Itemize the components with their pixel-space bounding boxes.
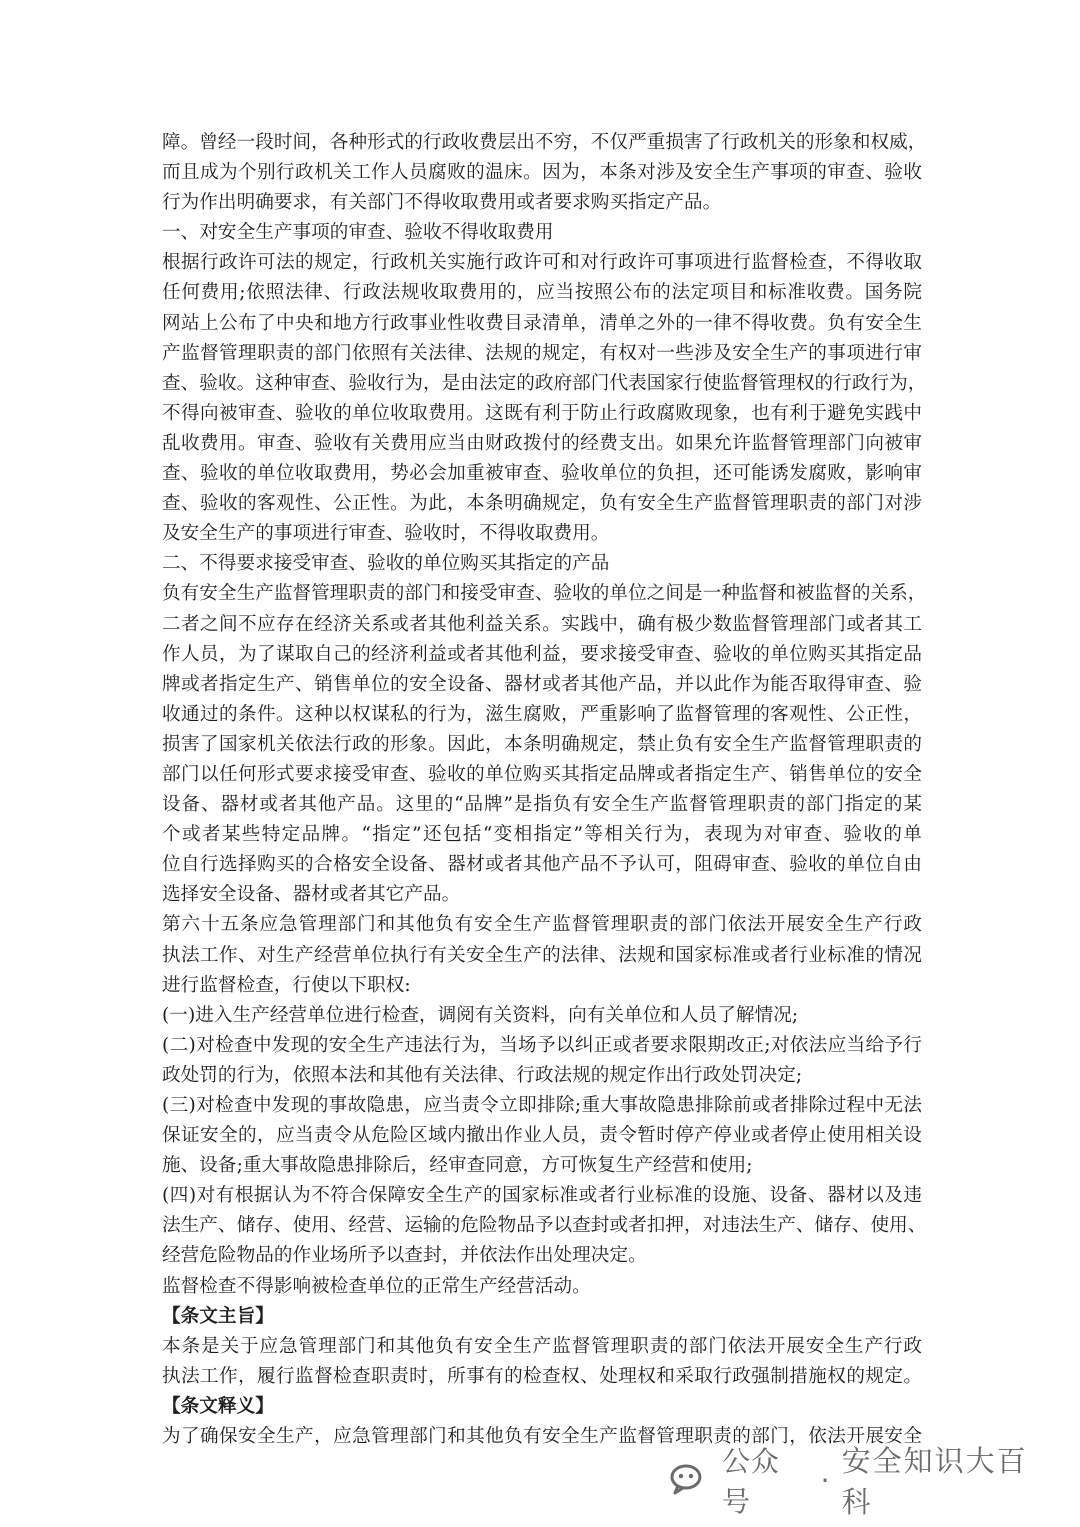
text-line: 第六十五条应急管理部门和其他负有安全生产监督管理职责的部门依法开展安全生产行政 xyxy=(162,914,922,936)
text-line: 及安全生产的事项进行审查、验收时，不得收取费用。 xyxy=(162,523,610,545)
section-heading: 【条文释义】 xyxy=(162,1395,274,1417)
watermark xyxy=(668,1444,1058,1519)
watermark-platform: 公众号 xyxy=(721,1445,780,1518)
text-line: (一)进入生产经营单位进行检查，调阅有关资料，向有关单位和人员了解情况; xyxy=(162,1004,799,1026)
text-line: 法生产、储存、使用、经营、运输的危险物品予以查封或者扣押，对违法生产、储存、使用、 xyxy=(162,1215,927,1237)
document-body xyxy=(162,128,927,1452)
watermark-account: 安全知识大百科 xyxy=(841,1444,1028,1519)
text-line: 任何费用;依照法律、行政法规收取费用的，应当按照公布的法定项目和标准收费。国务院 xyxy=(162,282,922,304)
wechat-icon xyxy=(668,1458,712,1502)
text-line: 查、验收的单位收取费用，势必会加重被审查、验收单位的负担，还可能诱发腐败，影响审 xyxy=(162,463,922,485)
text-line: 设备、器材或者其他产品。这里的“品牌”是指负有安全生产监督管理职责的部门指定的某 xyxy=(162,794,922,816)
document-page xyxy=(162,128,927,1452)
text-line: 一、对安全生产事项的审查、验收不得收取费用 xyxy=(162,222,554,244)
text-line: 选择安全设备、器材或者其它产品。 xyxy=(162,884,461,906)
text-line: 根据行政许可法的规定，行政机关实施行政许可和对行政许可事项进行监督检查，不得收取 xyxy=(162,252,922,274)
text-line: 不得向被审查、验收的单位收取费用。这既有利于防止行政腐败现象，也有利于避免实践中 xyxy=(162,402,922,424)
text-line: 作人员，为了谋取自己的经济利益或者其他利益，要求接受审查、验收的单位购买其指定品 xyxy=(162,643,922,665)
text-line: 乱收费用。审查、验收有关费用应当由财政拨付的经费支出。如果允许监督管理部门向被审 xyxy=(162,432,922,454)
watermark-separator: · xyxy=(820,1463,830,1497)
text-line: 二者之间不应存在经济关系或者其他利益关系。实践中，确有极少数监督管理部门或者其工 xyxy=(162,613,922,635)
text-line: 查、验收的客观性、公正性。为此，本条明确规定，负有安全生产监督管理职责的部门对涉 xyxy=(162,493,922,515)
section-heading: 【条文主旨】 xyxy=(162,1305,274,1327)
text-line: (四)对有根据认为不符合保障安全生产的国家标准或者行业标准的设施、设备、器材以及违 xyxy=(162,1185,922,1207)
text-line: 障。曾经一段时间，各种形式的行政收费层出不穷，不仅严重损害了行政机关的形象和权威， xyxy=(162,132,927,153)
text-line: 行为作出明确要求，有关部门不得收取费用或者要求购买指定产品。 xyxy=(162,192,722,214)
text-line: 本条是关于应急管理部门和其他负有安全生产监督管理职责的部门依法开展安全生产行政 xyxy=(162,1335,922,1357)
text-line: 而且成为个别行政机关工作人员腐败的温床。因为，本条对涉及安全生产事项的审查、验收 xyxy=(162,162,922,184)
text-line: 查、验收。这种审查、验收行为，是由法定的政府部门代表国家行使监督管理权的行政行为， xyxy=(162,372,927,394)
text-line: 经营危险物品的作业场所予以查封，并依法作出处理决定。 xyxy=(162,1245,647,1267)
text-line: 进行监督检查，行使以下职权: xyxy=(162,974,411,996)
text-line: 牌或者指定生产、销售单位的安全设备、器材或者其他产品，并以此作为能否取得审查、验 xyxy=(162,673,922,695)
text-line: (三)对检查中发现的事故隐患，应当责令立即排除;重大事故隐患排除前或者排除过程中无法 xyxy=(162,1095,922,1116)
text-line: 产监督管理职责的部门依照有关法律、法规的规定，有权对一些涉及安全生产的事项进行审 xyxy=(162,342,922,364)
text-line: 损害了国家机关依法行政的形象。因此，本条明确规定，禁止负有安全生产监督管理职责的 xyxy=(162,733,922,755)
text-line: (二)对检查中发现的安全生产违法行为，当场予以纠正或者要求限期改正;对依法应当给予行 xyxy=(162,1034,922,1056)
text-line: 位自行选择购买的合格安全设备、器材或者其他产品不予认可，阻碍审查、验收的单位自由 xyxy=(162,854,922,876)
text-line: 施、设备;重大事故隐患排除后，经审查同意，方可恢复生产经营和使用; xyxy=(162,1155,753,1177)
text-line: 为了确保安全生产，应急管理部门和其他负有安全生产监督管理职责的部门，依法开展安全 xyxy=(162,1426,922,1448)
text-line: 部门以任何形式要求接受审查、验收的单位购买其指定品牌或者指定生产、销售单位的安全 xyxy=(162,763,922,785)
text-line: 监督检查不得影响被检查单位的正常生产经营活动。 xyxy=(162,1275,591,1297)
text-line: 执法工作、对生产经营单位执行有关安全生产的法律、法规和国家标准或者行业标准的情况 xyxy=(162,944,922,966)
text-line: 收通过的条件。这种以权谋私的行为，滋生腐败，严重影响了监督管理的客观性、公正性， xyxy=(162,703,922,725)
text-line: 个或者某些特定品牌。“指定”还包括“变相指定”等相关行为，表现为对审查、验收的单 xyxy=(162,824,922,846)
text-line: 二、不得要求接受审查、验收的单位购买其指定的产品 xyxy=(162,553,610,575)
text-line: 政处罚的行为，依照本法和其他有关法律、行政法规的规定作出行政处罚决定; xyxy=(162,1064,803,1086)
text-line: 负有安全生产监督管理职责的部门和接受审查、验收的单位之间是一种监督和被监督的关系， xyxy=(162,583,927,605)
text-line: 网站上公布了中央和地方行政事业性收费目录清单，清单之外的一律不得收费。负有安全生 xyxy=(162,312,922,334)
text-line: 执法工作，履行监督检查职责时，所事有的检查权、处理权和采取行政强制措施权的规定。 xyxy=(162,1365,922,1387)
text-line: 保证安全的，应当责令从危险区域内撤出作业人员，责令暂时停产停业或者停止使用相关设 xyxy=(162,1125,922,1147)
